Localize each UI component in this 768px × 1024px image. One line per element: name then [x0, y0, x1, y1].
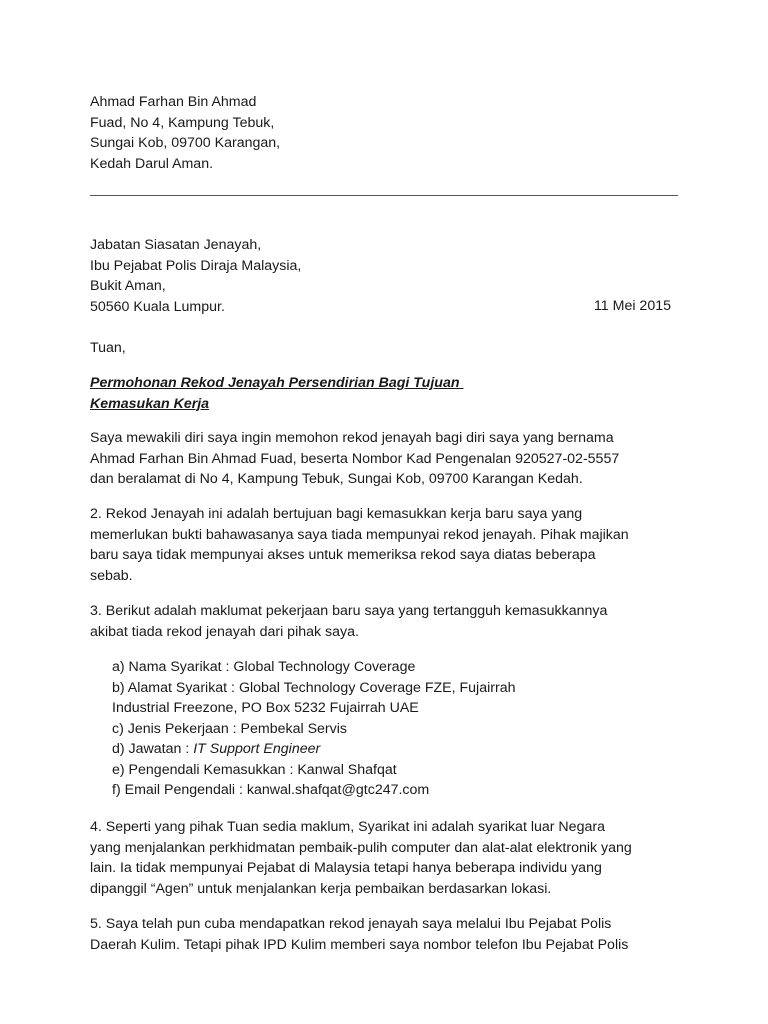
detail-handler: e) Pengendali Kemasukkan : Kanwal Shafqat — [112, 761, 397, 778]
paragraph-line: Daerah Kulim. Tetapi pihak IPD Kulim memberi saya nombor telefon Ibu Pejabat Polis — [90, 936, 629, 953]
paragraph-2 — [90, 504, 680, 586]
paragraph-line: 4. Seperti yang pihak Tuan sedia maklum, Syarikat ini adalah syarikat luar Negara — [90, 819, 605, 835]
paragraph-line: 2. Rekod Jenayah ini adalah bertujuan bagi kemasukkan kerja baru saya yang — [90, 506, 583, 522]
recipient-line: Bukit Aman, — [90, 278, 166, 294]
detail-email: f) Email Pengendali : kanwal.shafqat@gtc247.com — [112, 782, 430, 798]
paragraph-line: yang menjalankan perkhidmatan pembaik-pulih computer dan alat-alat elektronik yang — [90, 839, 632, 856]
recipient-line: 50560 Kuala Lumpur. — [90, 298, 225, 315]
paragraph-line: dipanggil “Agen” untuk menjalankan kerja pembaikan berdasarkan lokasi. — [90, 880, 552, 897]
paragraph-4 — [90, 817, 680, 899]
letter-date: 11 Mei 2015 — [593, 298, 671, 314]
paragraph-line: Ahmad Farhan Bin Ahmad Fuad, beserta Nombor Kad Pengenalan 920527-02-5557 — [90, 450, 620, 467]
paragraph-5 — [90, 914, 680, 955]
detail-company: a) Nama Syarikat : Global Technology Coverage — [112, 659, 416, 675]
salutation-text: Tuan, — [90, 340, 126, 356]
paragraph-line: sebab. — [90, 567, 133, 584]
sender-line: Kedah Darul Aman. — [90, 155, 214, 172]
detail-address-continued: Industrial Freezone, PO Box 5232 Fujairrah UAE — [112, 700, 419, 716]
paragraph-1 — [90, 428, 680, 490]
paragraph-line: 3. Berikut adalah maklumat pekerjaan baru saya yang tertangguh kemasukkannya — [90, 603, 608, 619]
sender-address — [90, 92, 680, 174]
job-details-list — [112, 657, 672, 801]
detail-job-type: c) Jenis Pekerjaan : Pembekal Servis — [112, 720, 347, 737]
paragraph-line: dan beralamat di No 4, Kampung Tebuk, Sungai Kob, 09700 Karangan Kedah. — [90, 471, 583, 487]
subject-heading — [90, 373, 680, 414]
sender-line: Sungai Kob, 09700 Karangan, — [90, 135, 281, 151]
subject-line: Kemasukan Kerja — [90, 395, 210, 412]
sender-line: Ahmad Farhan Bin Ahmad — [90, 94, 257, 110]
paragraph-line: baru saya tidak mempunyai akses untuk memeriksa rekod saya diatas beberapa — [90, 547, 596, 563]
salutation — [90, 338, 680, 359]
paragraph-line: lain. Ia tidak mempunyai Pejabat di Malaysia tetapi hanya beberapa individu yang — [90, 860, 602, 876]
detail-position — [112, 739, 672, 760]
detail-position-label: d) Jawatan : — [112, 741, 194, 757]
paragraph-line: 5. Saya telah pun cuba mendapatkan rekod jenayah saya melalui Ibu Pejabat Polis — [90, 916, 612, 932]
paragraph-line: memerlukan bukti bahawasanya saya tiada mempunyai rekod jenayah. Pihak majikan — [90, 526, 629, 543]
recipient-line: Ibu Pejabat Polis Diraja Malaysia, — [90, 257, 302, 274]
header-divider — [90, 195, 678, 196]
recipient-line: Jabatan Siasatan Jenayah, — [90, 237, 262, 253]
detail-position-value: IT Support Engineer — [193, 741, 321, 757]
recipient-address — [90, 235, 680, 317]
subject-line: Permohonan Rekod Jenayah Persendirian Bagi Tujuan — [90, 375, 464, 391]
paragraph-line: Saya mewakili diri saya ingin memohon rekod jenayah bagi diri saya yang bernama — [90, 430, 614, 446]
sender-line: Fuad, No 4, Kampung Tebuk, — [90, 114, 275, 131]
paragraph-3 — [90, 601, 680, 642]
detail-address: b) Alamat Syarikat : Global Technology Coverage FZE, Fujairrah — [112, 679, 516, 696]
paragraph-line: akibat tiada rekod jenayah dari pihak saya. — [90, 623, 359, 640]
